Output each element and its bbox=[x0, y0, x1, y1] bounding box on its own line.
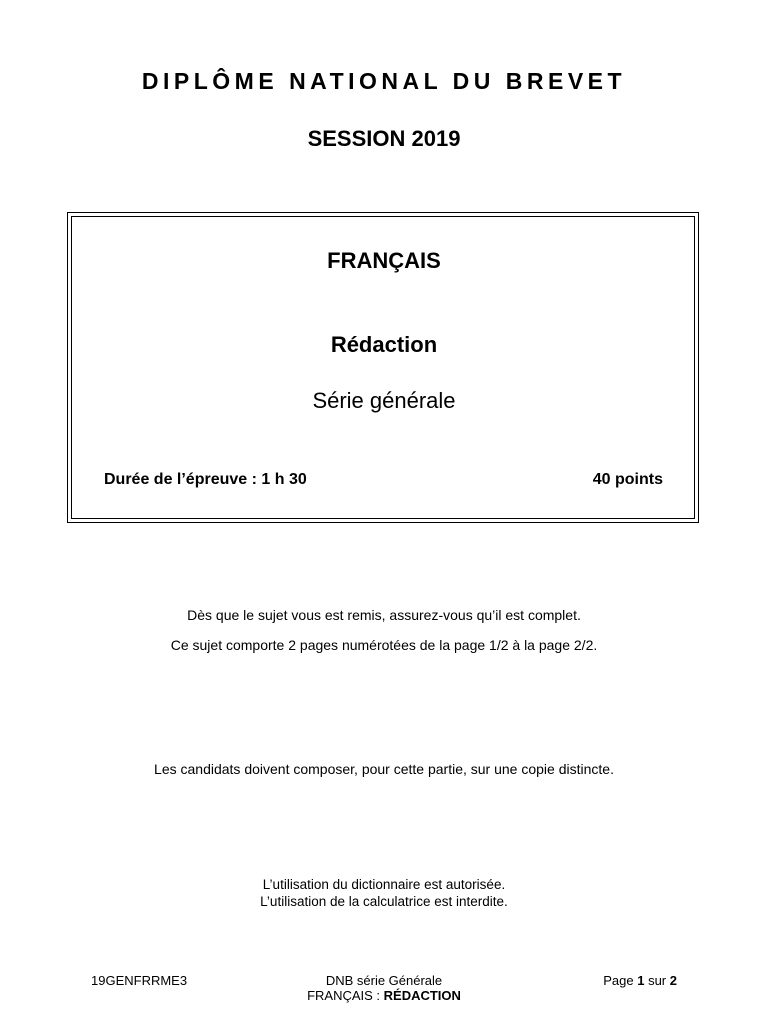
footer-series: DNB série Générale bbox=[325, 973, 443, 988]
page-current: 1 bbox=[637, 973, 645, 988]
subject-title: FRANÇAIS bbox=[327, 248, 441, 273]
page-total: 2 bbox=[669, 973, 677, 988]
footer-exam-code: 19GENFRRME3 bbox=[91, 973, 188, 988]
instruction-complete: Dès que le sujet vous est remis, assurez-vous qu’il est complet. bbox=[187, 607, 581, 623]
footer-page-number bbox=[603, 973, 677, 988]
exam-duration bbox=[104, 471, 307, 489]
footer-subject bbox=[234, 988, 534, 1003]
page-separator: sur bbox=[644, 973, 670, 988]
page-prefix: Page bbox=[603, 973, 638, 988]
instruction-pages: Ce sujet comporte 2 pages numérotées de la page 1/2 à la page 2/2. bbox=[170, 637, 598, 653]
instruction-separate-copy: Les candidats doivent composer, pour cette partie, sur une copie distincte. bbox=[154, 761, 614, 777]
duration-label: Durée de l’épreuve : bbox=[104, 471, 262, 488]
session-year: SESSION 2019 bbox=[307, 126, 461, 151]
exam-points: 40 points bbox=[592, 471, 663, 488]
duration-value: 1 h 30 bbox=[261, 471, 307, 488]
footer-subject-prefix: FRANÇAIS : bbox=[307, 988, 384, 1003]
paper-title: Rédaction bbox=[330, 332, 438, 357]
series-label: Série générale bbox=[312, 388, 456, 413]
instruction-calculator: L’utilisation de la calculatrice est interdite. bbox=[260, 894, 508, 909]
footer-exam-label bbox=[234, 973, 534, 1003]
document-title: DIPLÔME NATIONAL DU BREVET bbox=[141, 68, 627, 94]
footer-subject-paper: RÉDACTION bbox=[383, 988, 461, 1003]
instruction-dictionary: L’utilisation du dictionnaire est autorisée. bbox=[262, 877, 506, 892]
